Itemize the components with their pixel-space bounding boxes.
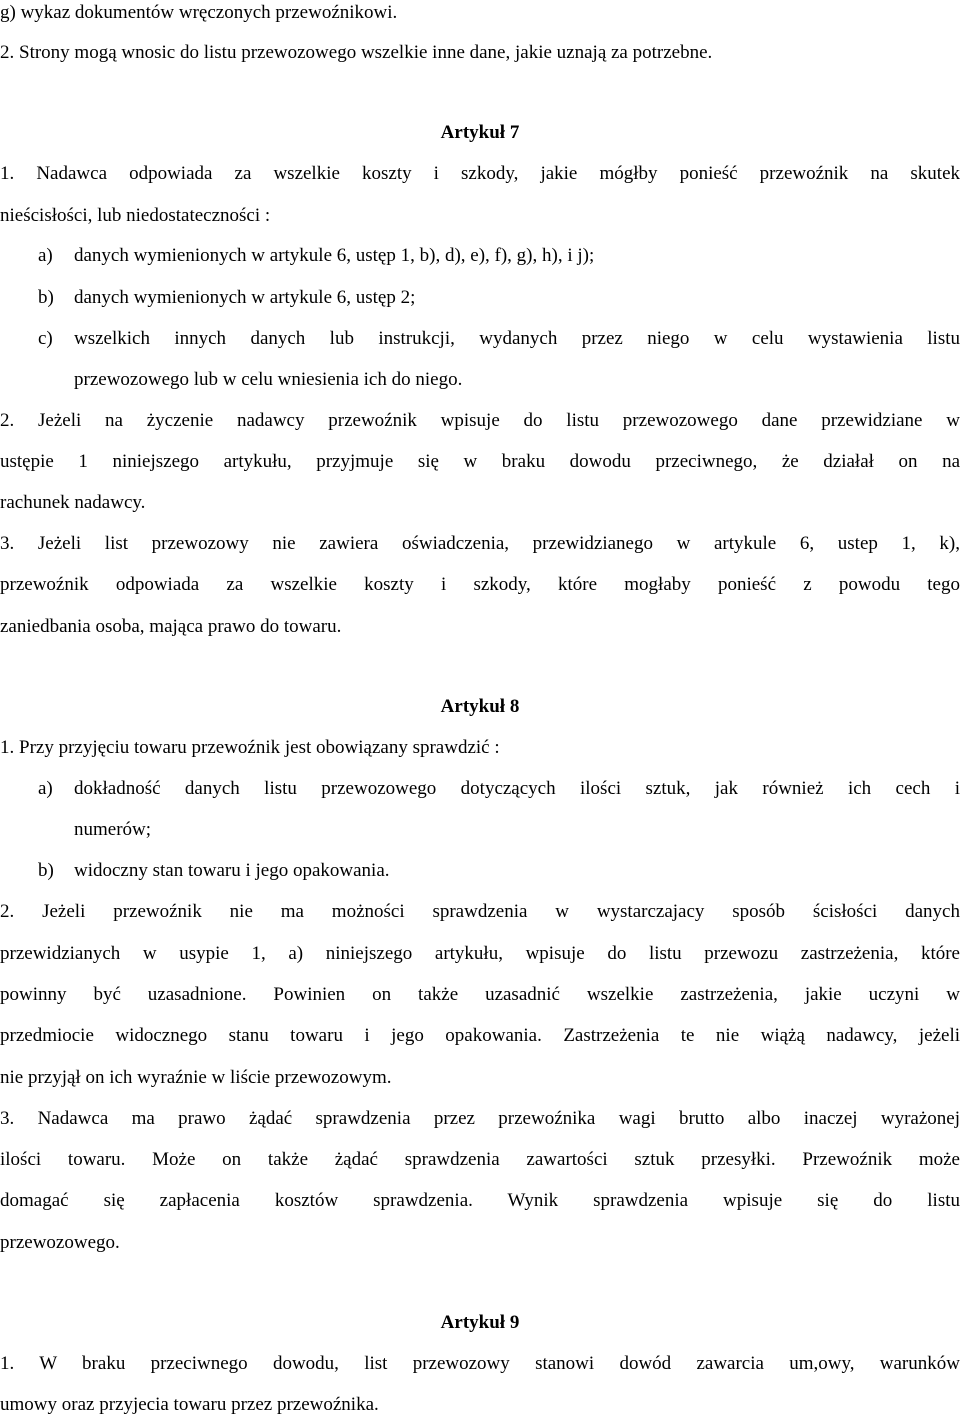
- list-item-continuation: numerów;: [74, 819, 152, 840]
- text-line: 3. Jeżeli list przewozowy nie zawiera oświadczenia, przewidzianego w artykule 6, ustep 1, k),: [0, 533, 960, 554]
- article-9-heading: Artykuł 9: [440, 1312, 520, 1333]
- list-item-label: c): [38, 328, 53, 349]
- text-line: 1. Nadawca odpowiada za wszelkie koszty i szkody, jakie mógłby ponieść przewoźnik na skutek: [0, 163, 960, 184]
- text-line: g) wykaz dokumentów wręczonych przewoźnikowi.: [0, 2, 398, 23]
- list-item-label: b): [38, 860, 54, 881]
- list-item: [0, 326, 960, 352]
- article-7-heading: Artykuł 7: [440, 122, 520, 143]
- text-line: zaniedbania osoba, mająca prawo do towaru.: [0, 616, 342, 637]
- text-line: przedmiocie widocznego stanu towaru i jego opakowania. Zastrzeżenia te nie wiążą nadawcy, jeżeli: [0, 1025, 960, 1046]
- text-line: przewidzianych w usypie 1, a) niniejszego artykułu, wpisuje do listu przewozu zastrzeżenia, które: [0, 943, 960, 964]
- text-line: powinny być uzasadnione. Powinien on także uzasadnić wszelkie zastrzeżenia, jakie uczyni w: [0, 984, 960, 1005]
- text-line: przewoźnik odpowiada za wszelkie koszty i szkody, które mogłaby ponieść z powodu tego: [0, 574, 960, 595]
- list-item-text: dokładność danych listu przewozowego dotyczących ilości sztuk, jak również ich cech i: [74, 778, 960, 799]
- text-line: 2. Jeżeli na życzenie nadawcy przewoźnik wpisuje do listu przewozowego dane przewidziane w: [0, 410, 960, 431]
- article-8-heading: Artykuł 8: [440, 696, 520, 717]
- text-line: 1. Przy przyjęciu towaru przewoźnik jest obowiązany sprawdzić :: [0, 737, 500, 758]
- text-line: rachunek nadawcy.: [0, 492, 146, 513]
- list-item-text: danych wymienionych w artykule 6, ustęp 1, b), d), e), f), g), h), i j);: [74, 245, 595, 266]
- list-item: [0, 858, 960, 884]
- text-line: nie przyjął on ich wyraźnie w liście przewozowym.: [0, 1067, 392, 1088]
- text-line: 3. Nadawca ma prawo żądać sprawdzenia przez przewoźnika wagi brutto albo inaczej wyrażonej: [0, 1108, 960, 1129]
- list-item-text: widoczny stan towaru i jego opakowania.: [74, 860, 390, 881]
- list-item-label: a): [38, 245, 53, 266]
- list-item-label: a): [38, 778, 53, 799]
- list-item: [0, 285, 960, 311]
- list-item-text: wszelkich innych danych lub instrukcji, wydanych przez niego w celu wystawienia listu: [74, 328, 960, 349]
- text-line: 1. W braku przeciwnego dowodu, list przewozowy stanowi dowód zawarcia um,owy, warunków: [0, 1353, 960, 1374]
- text-line: domagać się zapłacenia kosztów sprawdzenia. Wynik sprawdzenia wpisuje się do listu: [0, 1190, 960, 1211]
- text-line: przewozowego.: [0, 1232, 120, 1253]
- list-item-text: danych wymienionych w artykule 6, ustęp 2;: [74, 287, 416, 308]
- text-line: umowy oraz przyjecia towaru przez przewoźnika.: [0, 1394, 379, 1415]
- text-line: nieścisłości, lub niedostateczności :: [0, 205, 271, 226]
- list-item-continuation: przewozowego lub w celu wniesienia ich do niego.: [74, 369, 463, 390]
- text-line: 2. Jeżeli przewoźnik nie ma możności sprawdzenia w wystarczajacy sposób ścisłości danych: [0, 901, 960, 922]
- list-item: [0, 243, 960, 269]
- text-line: ustępie 1 niniejszego artykułu, przyjmuje się w braku dowodu przeciwnego, że działał on na: [0, 451, 960, 472]
- list-item: [0, 776, 960, 802]
- text-line: ilości towaru. Może on także żądać sprawdzenia zawartości sztuk przesyłki. Przewoźnik może: [0, 1149, 960, 1170]
- list-item-label: b): [38, 287, 54, 308]
- text-line: 2. Strony mogą wnosic do listu przewozowego wszelkie inne dane, jakie uznają za potrzebne.: [0, 42, 713, 63]
